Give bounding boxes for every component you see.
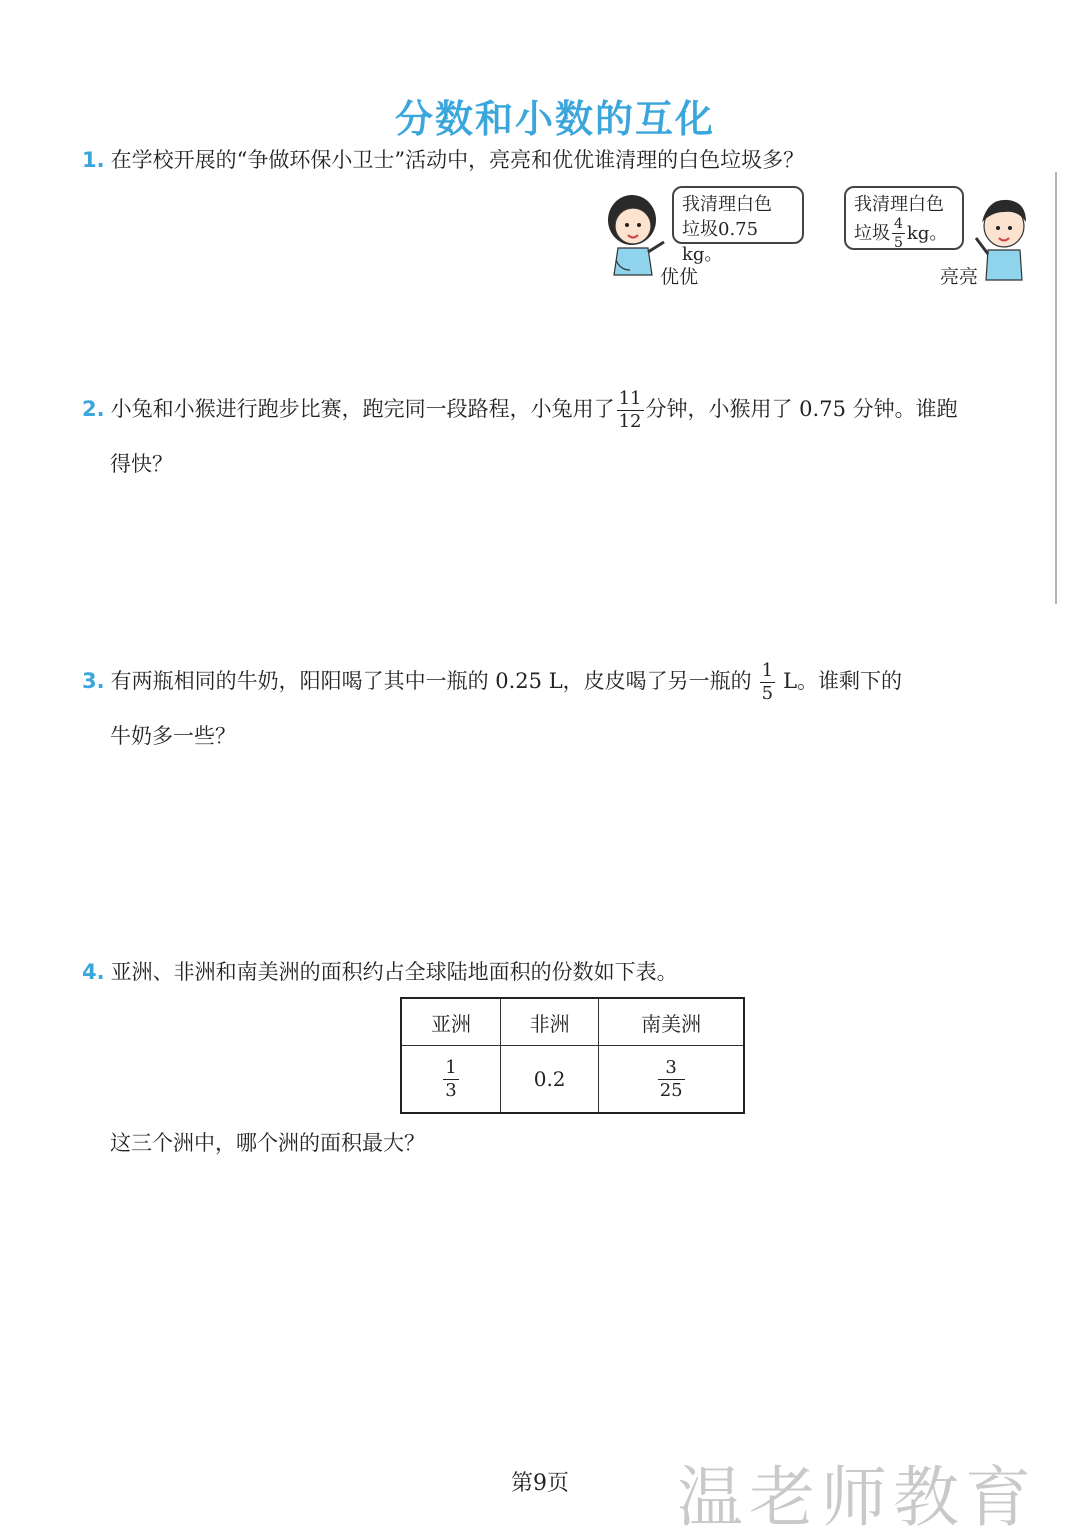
table-header-south-america: 南美洲	[599, 998, 744, 1046]
bubble-text: 垃圾	[854, 223, 890, 244]
question-number: 3.	[82, 669, 105, 693]
question-text: 小兔和小猴进行跑步比赛，跑完同一段路程，小兔用了	[110, 397, 615, 421]
question-text: L。谁剩下的	[783, 669, 903, 693]
boy-liangliang-illustration	[968, 192, 1038, 287]
watermark: 温老师教育	[677, 1459, 1037, 1536]
table-header-asia: 亚洲	[401, 998, 500, 1046]
bubble-line: 垃圾0.75 kg。	[682, 219, 759, 265]
fraction-denominator: 25	[659, 1079, 683, 1101]
question-2	[82, 390, 958, 431]
question-3-line2: 牛奶多一些？	[110, 724, 236, 748]
speech-bubble-youyou	[672, 186, 804, 265]
question-1	[82, 145, 804, 175]
question-text: 在学校开展的“争做环保小卫士”活动中，亮亮和优优谁清理的白色垃圾多？	[110, 148, 805, 172]
question-number: 4.	[82, 960, 105, 984]
question-3	[82, 662, 902, 703]
table-header-africa: 非洲	[500, 998, 598, 1046]
question-2-line2: 得快？	[110, 452, 173, 476]
bubble-line: 我清理白色	[682, 194, 772, 215]
bubble-text: kg。	[906, 223, 948, 244]
question-text: 分钟，小猴用了 0.75 分钟。谁跑	[645, 397, 958, 421]
question-text: 有两瓶相同的牛奶，阳阳喝了其中一瓶的 0.25 L，皮皮喝了另一瓶的	[110, 669, 752, 693]
continent-area-table	[400, 997, 745, 1114]
table-cell-africa: 0.2	[500, 1046, 598, 1114]
question-4-prompt: 这三个洲中，哪个洲的面积最大？	[110, 1131, 425, 1155]
bubble-line	[854, 217, 954, 250]
page-title: 分数和小数的互化	[394, 97, 715, 141]
fraction	[658, 1056, 685, 1101]
name-liangliang: 亮亮	[940, 266, 979, 288]
fraction	[443, 1056, 458, 1101]
fraction	[760, 662, 775, 703]
question-text: 亚洲、非洲和南美洲的面积约占全球陆地面积的份数如下表。	[110, 960, 678, 984]
fraction-denominator: 5	[894, 235, 903, 251]
page-number: 第9页	[511, 1471, 569, 1496]
fraction	[892, 217, 905, 250]
fraction-denominator: 5	[761, 683, 774, 704]
table-header-row	[401, 998, 744, 1046]
question-number: 1.	[82, 148, 105, 172]
name-youyou: 优优	[660, 266, 699, 288]
fraction-numerator: 1	[761, 660, 774, 681]
fraction-numerator: 3	[665, 1056, 677, 1078]
fraction	[617, 390, 644, 431]
fraction-numerator: 11	[618, 388, 642, 409]
speech-bubble-liangliang	[844, 186, 964, 250]
table-cell-asia	[401, 1046, 500, 1114]
fraction-denominator: 3	[445, 1079, 457, 1101]
fraction-numerator: 1	[445, 1056, 457, 1078]
margin-rule	[1055, 172, 1057, 604]
fraction-denominator: 12	[618, 411, 642, 432]
table-cell-south-america	[599, 1046, 744, 1114]
question-number: 2.	[82, 397, 105, 421]
bubble-line: 我清理白色	[854, 194, 944, 215]
fraction-numerator: 4	[894, 216, 903, 232]
table-row	[401, 1046, 744, 1114]
question-4	[82, 957, 678, 987]
